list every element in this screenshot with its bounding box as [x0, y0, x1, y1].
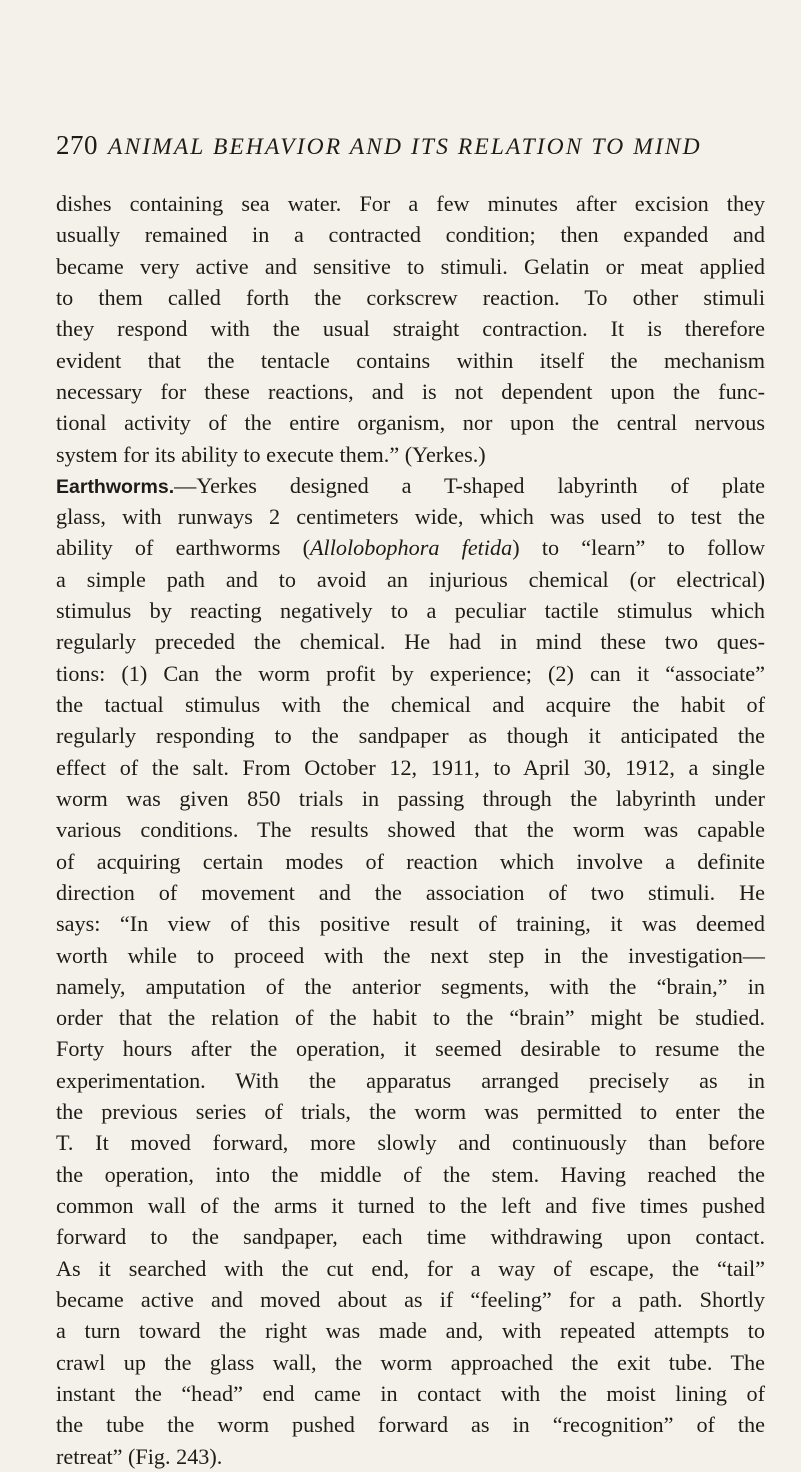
line-text: As it searched with the cut end, for a way of escape, the “tail”: [56, 1255, 765, 1281]
line-text: tions: (1) Can the worm profit by experience; (2) can it “associate”: [56, 660, 765, 686]
text-line: [56, 532, 765, 563]
line-text: ability of earthworms (: [56, 535, 310, 561]
text-line: [56, 439, 765, 470]
line-text: a turn toward the right was made and, with repeated attempts to: [56, 1318, 765, 1344]
text-line: [56, 188, 765, 219]
text-line: [56, 1315, 765, 1346]
text-line: [56, 1378, 765, 1409]
text-line: [56, 877, 765, 908]
line-text: regularly preceded the chemical. He had in mind these two ques-: [56, 629, 765, 655]
text-line: [56, 846, 765, 877]
text-line: [56, 1253, 765, 1284]
text-line: [56, 1284, 765, 1315]
line-text: retreat” (Fig. 243).: [56, 1443, 223, 1469]
text-line: [56, 345, 765, 376]
line-text: effect of the salt. From October 12, 1911, to April 30, 1912, a single: [56, 754, 765, 780]
line-text: tional activity of the entire organism, nor upon the central nervous: [56, 410, 765, 436]
text-line: [56, 407, 765, 438]
line-text: T. It moved forward, more slowly and continuously than before: [56, 1130, 765, 1156]
line-text: system for its ability to execute them.” (Yerkes.): [56, 441, 486, 467]
line-text: worm was given 850 trials in passing through the labyrinth under: [56, 785, 765, 811]
line-text: the tactual stimulus with the chemical and acquire the habit of: [56, 692, 765, 717]
text-line: [56, 940, 765, 971]
line-text: experimentation. With the apparatus arranged precisely as in: [56, 1067, 765, 1093]
text-line: [56, 595, 765, 626]
line-text: they respond with the usual straight contraction. It is therefore: [56, 316, 765, 342]
line-text: says: “In view of this positive result of training, it was deemed: [56, 911, 765, 937]
text-line: [56, 470, 765, 501]
species-name: Allolobophora fetida: [310, 535, 513, 561]
line-text: usually remained in a contracted condition; then expanded and: [56, 222, 765, 248]
page-number: 270: [56, 130, 98, 160]
line-text: of acquiring certain modes of reaction which involve a definite: [56, 848, 765, 874]
line-text: a simple path and to avoid an injurious chemical (or electrical): [56, 566, 765, 592]
text-line: [56, 908, 765, 939]
line-text: namely, amputation of the anterior segments, with the “brain,” in: [56, 973, 765, 999]
line-text-continued: ) to “learn” to follow: [512, 535, 765, 561]
text-line: [56, 1221, 765, 1252]
line-text: —Yerkes designed a T-shaped labyrinth of plate: [174, 472, 765, 498]
text-line: [56, 1409, 765, 1440]
line-text: became very active and sensitive to stimuli. Gelatin or meat applied: [56, 253, 765, 279]
text-line: [56, 720, 765, 751]
text-line: [56, 313, 765, 344]
line-text: became active and moved about as if “feeling” for a path. Shortly: [56, 1286, 765, 1312]
text-line: [56, 626, 765, 657]
line-text: stimulus by reacting negatively to a peculiar tactile stimulus which: [56, 598, 765, 624]
text-line: [56, 564, 765, 595]
line-text: dishes containing sea water. For a few minutes after excision they: [56, 191, 765, 216]
line-text: glass, with runways 2 centimeters wide, which was used to test the: [56, 504, 765, 530]
line-text: Forty hours after the operation, it seemed desirable to resume the: [56, 1036, 765, 1062]
line-text: common wall of the arms it turned to the left and five times pushed: [56, 1193, 765, 1218]
text-line: [56, 1065, 765, 1096]
body-text: [56, 188, 765, 1472]
line-text: direction of movement and the association of two stimuli. He: [56, 879, 765, 905]
line-text: evident that the tentacle contains within itself the mechanism: [56, 347, 765, 373]
text-line: [56, 689, 765, 720]
running-head: [56, 130, 776, 164]
text-line: [56, 752, 765, 783]
text-line: [56, 1441, 765, 1472]
line-text: the previous series of trials, the worm was permitted to enter the: [56, 1099, 765, 1125]
line-text: forward to the sandpaper, each time withdrawing upon contact.: [56, 1224, 765, 1250]
text-line: [56, 282, 765, 313]
text-line: [56, 1127, 765, 1158]
line-text: instant the “head” end came in contact with the moist lining of: [56, 1380, 765, 1406]
line-text: crawl up the glass wall, the worm approached the exit tube. The: [56, 1349, 765, 1375]
line-text: various conditions. The results showed that the worm was capable: [56, 817, 765, 843]
text-line: [56, 376, 765, 407]
text-line: [56, 1002, 765, 1033]
text-line: [56, 251, 765, 282]
text-line: [56, 1096, 765, 1127]
text-line: [56, 971, 765, 1002]
line-text: worth while to proceed with the next step in the investigation—: [56, 942, 765, 968]
text-line: [56, 1033, 765, 1064]
text-line: [56, 783, 765, 814]
text-line: [56, 501, 765, 532]
line-text: to them called forth the corkscrew reaction. To other stimuli: [56, 284, 765, 310]
line-text: order that the relation of the habit to the “brain” might be studied.: [56, 1005, 765, 1031]
text-line: [56, 1347, 765, 1378]
running-title: ANIMAL BEHAVIOR AND ITS RELATION TO MIND: [108, 134, 702, 160]
line-text: necessary for these reactions, and is not dependent upon the func-: [56, 378, 765, 404]
text-line: [56, 1159, 765, 1190]
section-heading: Earthworms.: [56, 475, 175, 498]
text-line: [56, 658, 765, 689]
text-line: [56, 814, 765, 845]
text-line: [56, 1190, 765, 1221]
line-text: regularly responding to the sandpaper as though it anticipated the: [56, 723, 765, 749]
text-line: [56, 219, 765, 250]
line-text: the operation, into the middle of the stem. Having reached the: [56, 1161, 765, 1187]
line-text: the tube the worm pushed forward as in “recognition” of the: [56, 1412, 765, 1438]
